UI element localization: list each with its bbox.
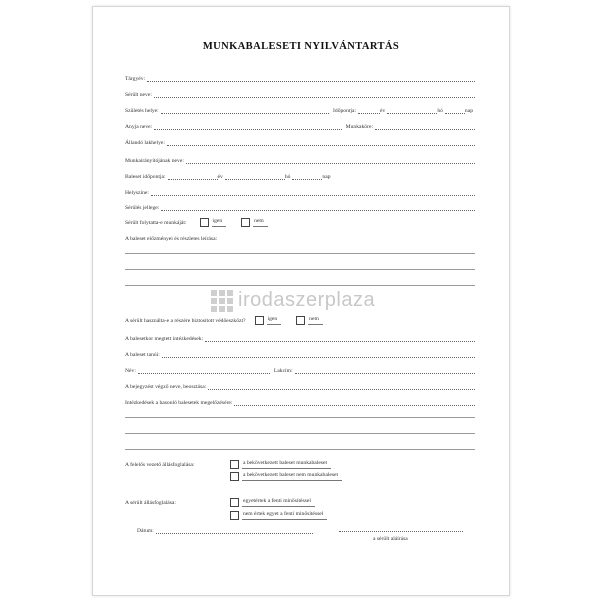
row-serult-allasfoglalasa-2: nem értek egyet a fenti minősítéssel: [125, 508, 475, 520]
signature-label: a sérült aláírása: [373, 536, 408, 542]
row-felelos-vezeto-1: A felelős vezető állásfoglalása: a bekövetkezett baleset munkabaleset: [125, 457, 475, 469]
row-vedoeszkoz: A sérült használta-e a részére biztosított védőeszközt? igen nem: [125, 313, 475, 325]
baleset-ho-field[interactable]: [225, 178, 285, 180]
row-felelos-vezeto-2: a bekövetkezett baleset nem munkabaleset: [125, 469, 475, 481]
megelozes-line-2[interactable]: [125, 433, 475, 434]
munkabaleset-checkbox[interactable]: [230, 460, 239, 469]
vedoeszkoz-nem-checkbox[interactable]: [296, 316, 305, 325]
tanu-lakcim-field[interactable]: [295, 372, 475, 374]
row-intezkedesek: A balesetkor megtett intézkedések:: [125, 331, 475, 343]
anyja-neve-field[interactable]: [154, 128, 341, 130]
watermark-text: irodaszerplaza: [238, 289, 376, 311]
row-korulmenyek: A baleset előzményei és részletes leírása:: [125, 236, 218, 243]
megelozes-field[interactable]: [234, 404, 475, 406]
egyetertek-checkbox[interactable]: [230, 498, 239, 507]
vedoeszkoz-igen-checkbox[interactable]: [255, 316, 264, 325]
baleset-ev-field[interactable]: [168, 178, 218, 180]
watermark: [211, 289, 375, 312]
serult-neve-field[interactable]: [154, 96, 475, 98]
row-folytatta: Sérült folytatta-e munkáját: igen nem: [125, 215, 475, 227]
megelozes-line-1[interactable]: [125, 417, 475, 418]
signature-line[interactable]: [339, 531, 463, 532]
targyev-field[interactable]: [147, 80, 475, 82]
row-serult-neve: Sérült neve:: [125, 87, 475, 99]
row-bejegyzest-vegzo: A bejegyzést végző neve, beosztása:: [125, 379, 475, 391]
megelozes-line-3[interactable]: [125, 449, 475, 450]
serules-jellege-field[interactable]: [161, 209, 475, 211]
datum-field[interactable]: [156, 532, 313, 534]
row-helyszine: Helyszíne:: [125, 185, 475, 197]
helyszine-field[interactable]: [151, 194, 475, 196]
row-baleset-idopontja: Baleset időpontja: év hó nap: [125, 174, 331, 181]
szuletes-nap-field[interactable]: [445, 112, 465, 114]
bejegyzest-vegzo-field[interactable]: [208, 388, 475, 390]
row-nev-lakcim: Név: Lakcím:: [125, 363, 475, 375]
szuletes-ho-field[interactable]: [387, 112, 437, 114]
row-tanuja: A baleset tanúi:: [125, 347, 475, 359]
row-datum: Dátum:: [125, 523, 313, 535]
row-anyja: Anyja neve: Munkaköre:: [125, 119, 475, 131]
munkakore-field[interactable]: [375, 128, 475, 130]
form-sheet: [92, 6, 510, 596]
folytatta-nem-checkbox[interactable]: [241, 218, 250, 227]
row-munkairanyito: Munkairányítójának neve:: [125, 153, 475, 165]
nem-ertek-egyet-checkbox[interactable]: [230, 511, 239, 520]
szuletes-ev-field[interactable]: [358, 112, 380, 114]
szuletes-helye-field[interactable]: [161, 112, 329, 114]
munkairanyito-field[interactable]: [186, 162, 475, 164]
intezkedesek-field[interactable]: [205, 340, 475, 342]
folytatta-igen-checkbox[interactable]: [200, 218, 209, 227]
baleset-nap-field[interactable]: [292, 178, 322, 180]
row-lakhely: Állandó lakhelye:: [125, 135, 475, 147]
row-targyev: Tárgyév:: [125, 71, 475, 83]
korulmenyek-line-1[interactable]: [125, 253, 475, 254]
lakhely-field[interactable]: [167, 144, 475, 146]
form-title: MUNKABALESETI NYILVÁNTARTÁS: [202, 41, 400, 52]
nem-munkabaleset-checkbox[interactable]: [230, 472, 239, 481]
row-serules-jellege: Sérülés jellege:: [125, 200, 475, 212]
tanu-nev-field[interactable]: [138, 372, 270, 374]
row-serult-allasfoglalasa-1: A sérült állásfoglalása: egyetértek a fenti minősítéssel: [125, 495, 475, 507]
korulmenyek-line-3[interactable]: [125, 285, 475, 286]
watermark-logo-icon: [211, 290, 233, 312]
row-szuletes: Születés helye: Időpontja: év hó nap: [125, 108, 473, 115]
row-megelozes: Intézkedések a hasonló balesetek megelőzésére:: [125, 395, 475, 407]
tanuja-field[interactable]: [162, 356, 475, 358]
korulmenyek-line-2[interactable]: [125, 269, 475, 270]
